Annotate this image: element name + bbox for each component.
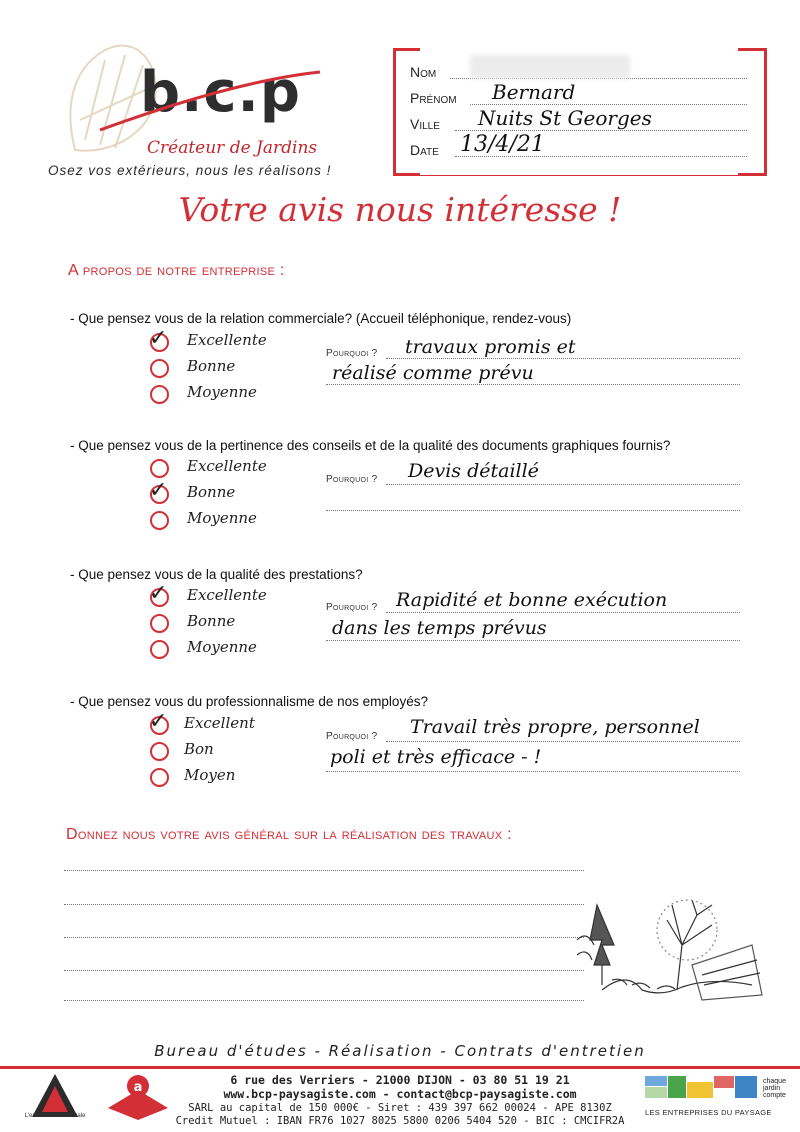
artisan-label-badge (103, 1070, 173, 1122)
q1-answer-line2[interactable]: réalisé comme prévu (332, 362, 534, 384)
footer-web[interactable]: www.bcp-paysagiste.com - contact@bcp-paysagiste.com (223, 1087, 577, 1101)
q4-check-mark: ✓ (149, 708, 168, 733)
footer-services: Bureau d'études - Réalisation - Contrats d'entretien (154, 1042, 646, 1060)
footer-legal-2: Credit Mutuel : IBAN FR76 1027 8025 5800 0206 5404 520 - BIC : CMCIFR2A (175, 1115, 625, 1127)
q3-pourquoi-label: Pourquoi ? (326, 602, 378, 613)
q3-option-2: Bonne (187, 612, 236, 630)
prenom-value[interactable]: Bernard (492, 80, 576, 104)
q3-radio-bonne[interactable] (150, 614, 169, 633)
q4-radio-moyen[interactable] (150, 768, 169, 787)
general-comment-line-5[interactable] (64, 1000, 584, 1001)
garden-sketch-illustration (572, 885, 772, 1010)
q2-radio-moyenne[interactable] (150, 511, 169, 530)
q4-answer-line2[interactable]: poli et très efficace - ! (330, 746, 542, 768)
general-comment-line-2[interactable] (64, 904, 584, 905)
general-comment-line-1[interactable] (64, 870, 584, 871)
q4-pourquoi-label: Pourquoi ? (326, 731, 378, 742)
q4-option-1: Excellent (184, 714, 255, 732)
q3-answer-line1[interactable]: Rapidité et bonne exécution (396, 589, 668, 611)
q1-radio-bonne[interactable] (150, 359, 169, 378)
q3-check-mark: ✓ (149, 580, 168, 605)
q2-radio-excellente[interactable] (150, 459, 169, 478)
question-3: - Que pensez vous de la qualité des prestations? (70, 567, 363, 582)
q1-check-mark: ✓ (149, 325, 168, 350)
q4-option-2: Bon (184, 740, 214, 758)
nom-redacted (470, 55, 630, 79)
q1-option-2: Bonne (187, 357, 236, 375)
footer-divider (0, 1066, 800, 1069)
general-comment-line-3[interactable] (64, 937, 584, 938)
q1-pourquoi-label: Pourquoi ? (326, 348, 378, 359)
q3-option-1: Excellente (187, 586, 267, 604)
ville-value[interactable]: Nuits St Georges (478, 106, 652, 130)
entreprises-du-paysage-text: LES ENTREPRISES DU PAYSAGE (645, 1108, 772, 1117)
page-title: Votre avis nous intéresse ! (178, 190, 622, 229)
q2-option-1: Excellente (187, 457, 267, 475)
ville-label: Ville (410, 116, 440, 132)
footer-legal-1: SARL au capital de 150 000€ - Siret : 439 397 662 00024 - APE 8130Z (188, 1102, 612, 1114)
nom-label: Nom (410, 64, 437, 80)
general-comment-line-4[interactable] (64, 970, 584, 971)
q2-check-mark: ✓ (149, 477, 168, 502)
section-general-heading: Donnez nous votre avis général sur la réalisation des travaux : (66, 826, 512, 843)
section-company-heading: A propos de notre entreprise : (68, 262, 285, 279)
entreprises-du-paysage-logo (645, 1074, 760, 1100)
date-value[interactable]: 13/4/21 (460, 132, 545, 157)
q1-answer-line1[interactable]: travaux promis et (405, 336, 576, 358)
q4-answer-line1[interactable]: Travail très propre, personnel (410, 716, 700, 738)
logo-brand: b.c.p (140, 60, 301, 125)
q4-option-3: Moyen (184, 766, 236, 784)
q1-radio-moyenne[interactable] (150, 385, 169, 404)
q3-option-3: Moyenne (187, 638, 257, 656)
logo-tagline: Osez vos extérieurs, nous les réalisons ! (48, 163, 332, 178)
svg-text:a: a (133, 1080, 143, 1095)
q3-answer-line2[interactable]: dans les temps prévus (332, 617, 547, 639)
q3-radio-moyenne[interactable] (150, 640, 169, 659)
q2-option-3: Moyenne (187, 509, 257, 527)
date-label: Date (410, 142, 439, 158)
q2-answer-line1[interactable]: Devis détaillé (408, 460, 539, 482)
q4-radio-bon[interactable] (150, 742, 169, 761)
q1-option-1: Excellente (187, 331, 267, 349)
logo-swoosh (95, 70, 325, 140)
footer-address: 6 rue des Verriers - 21000 DIJON - 03 80 51 19 21 (230, 1073, 570, 1087)
chaque-jardin-compte-text: chaque jardin compte (763, 1078, 786, 1099)
prenom-label: Prénom (410, 90, 457, 106)
question-1: - Que pensez vous de la relation commerciale? (Accueil téléphonique, rendez-vous) (70, 311, 572, 326)
logo-subtitle: Créateur de Jardins (147, 138, 318, 158)
q1-option-3: Moyenne (187, 383, 257, 401)
q2-pourquoi-label: Pourquoi ? (326, 474, 378, 485)
question-4: - Que pensez vous du professionnalisme de nos employés? (70, 694, 428, 709)
excellence-artisanale-text: L'excellence Artisanale (24, 1113, 86, 1119)
q2-option-2: Bonne (187, 483, 236, 501)
question-2: - Que pensez vous de la pertinence des conseils et de la qualité des documents graphiques fournis? (70, 438, 671, 453)
